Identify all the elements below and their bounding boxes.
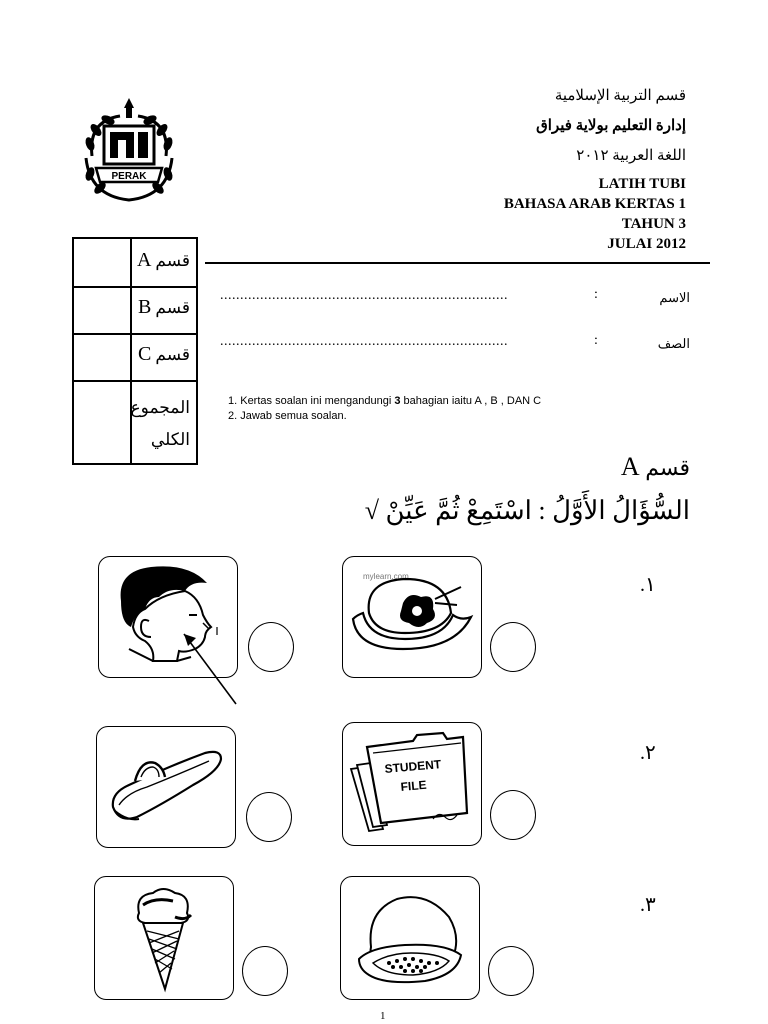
instruction-1-pre: 1. Kertas soalan ini mengandungi [228, 395, 395, 407]
header-admin-line: إدارة التعليم بولاية فيراق [536, 118, 686, 134]
crest-icon [78, 96, 180, 206]
hat-watermark: mylearn.com [363, 572, 409, 581]
score-box [72, 237, 198, 465]
answer-circle-1b[interactable] [490, 622, 536, 672]
section-title [621, 452, 690, 482]
page-number: 1 [380, 1010, 386, 1022]
score-row-a [74, 239, 196, 288]
header-latin-line-1: LATIH TUBI [598, 176, 686, 192]
question-1-title: السُّؤَالُ الأَوَّلُ : اسْتَمِعْ ثُمَّ عَيِّنْ √ [364, 496, 690, 525]
section-title-word: قسم [645, 455, 690, 480]
header-lang-line: اللغة العربية ٢٠١٢ [576, 148, 686, 164]
student-file-icon [343, 723, 481, 845]
header-latin-line-2: BAHASA ARAB KERTAS 1 [503, 196, 686, 212]
header-divider [205, 262, 710, 264]
header-dept-line: قسم التربية الإسلامية [554, 88, 686, 104]
name-colon: : [594, 287, 598, 302]
logo-text: PERAK [111, 171, 147, 182]
sandal-icon [97, 727, 235, 847]
item-number-1: .١ [640, 574, 656, 596]
hat-icon [343, 557, 481, 677]
header-latin-line-4: JULAI 2012 [607, 236, 686, 252]
option-card-papaya[interactable] [340, 876, 480, 1000]
instruction-1 [228, 394, 541, 408]
papaya-icon [341, 877, 479, 999]
option-card-ice-cream[interactable] [94, 876, 234, 1000]
score-row-total [74, 380, 196, 463]
option-card-file[interactable] [342, 722, 482, 846]
file-text-student: STUDENT [384, 757, 442, 776]
header-latin-line-3: TAHUN 3 [621, 216, 686, 232]
answer-circle-2a[interactable] [246, 792, 292, 842]
score-row-c-letter: C [138, 343, 152, 365]
answer-circle-1a[interactable] [248, 622, 294, 672]
option-card-hat[interactable] [342, 556, 482, 678]
school-logo [78, 96, 180, 206]
item-number-3: .٣ [640, 894, 656, 916]
class-label: الصف [657, 336, 690, 351]
instruction-2: 2. Jawab semua soalan. [228, 410, 347, 422]
score-row-b-label: قسم [155, 298, 190, 317]
score-row-b [74, 286, 196, 335]
file-text-file: FILE [400, 777, 428, 794]
score-row-b-letter: B [138, 296, 152, 318]
score-row-total-label: المجموع الكلي [130, 398, 190, 449]
score-row-c [74, 333, 196, 382]
answer-circle-3b[interactable] [488, 946, 534, 996]
score-row-a-label: قسم [155, 251, 190, 270]
item-number-2: .٢ [640, 742, 656, 764]
score-row-c-label: قسم [155, 345, 190, 364]
option-card-sandal[interactable] [96, 726, 236, 848]
class-field[interactable]: ........................................................................ [220, 334, 508, 349]
name-label: الاسم [659, 290, 690, 305]
ear-pointer-arrow [170, 620, 250, 710]
class-colon: : [594, 333, 598, 348]
instruction-1-post: bahagian iaitu A , B , DAN C [400, 395, 542, 407]
section-title-letter: A [620, 452, 640, 481]
answer-circle-2b[interactable] [490, 790, 536, 840]
instruction-1-bold: 3 [394, 395, 401, 407]
answer-circle-3a[interactable] [242, 946, 288, 996]
name-field[interactable]: ........................................................................ [220, 288, 508, 303]
score-row-a-letter: A [136, 249, 152, 271]
ice-cream-icon [95, 877, 233, 999]
